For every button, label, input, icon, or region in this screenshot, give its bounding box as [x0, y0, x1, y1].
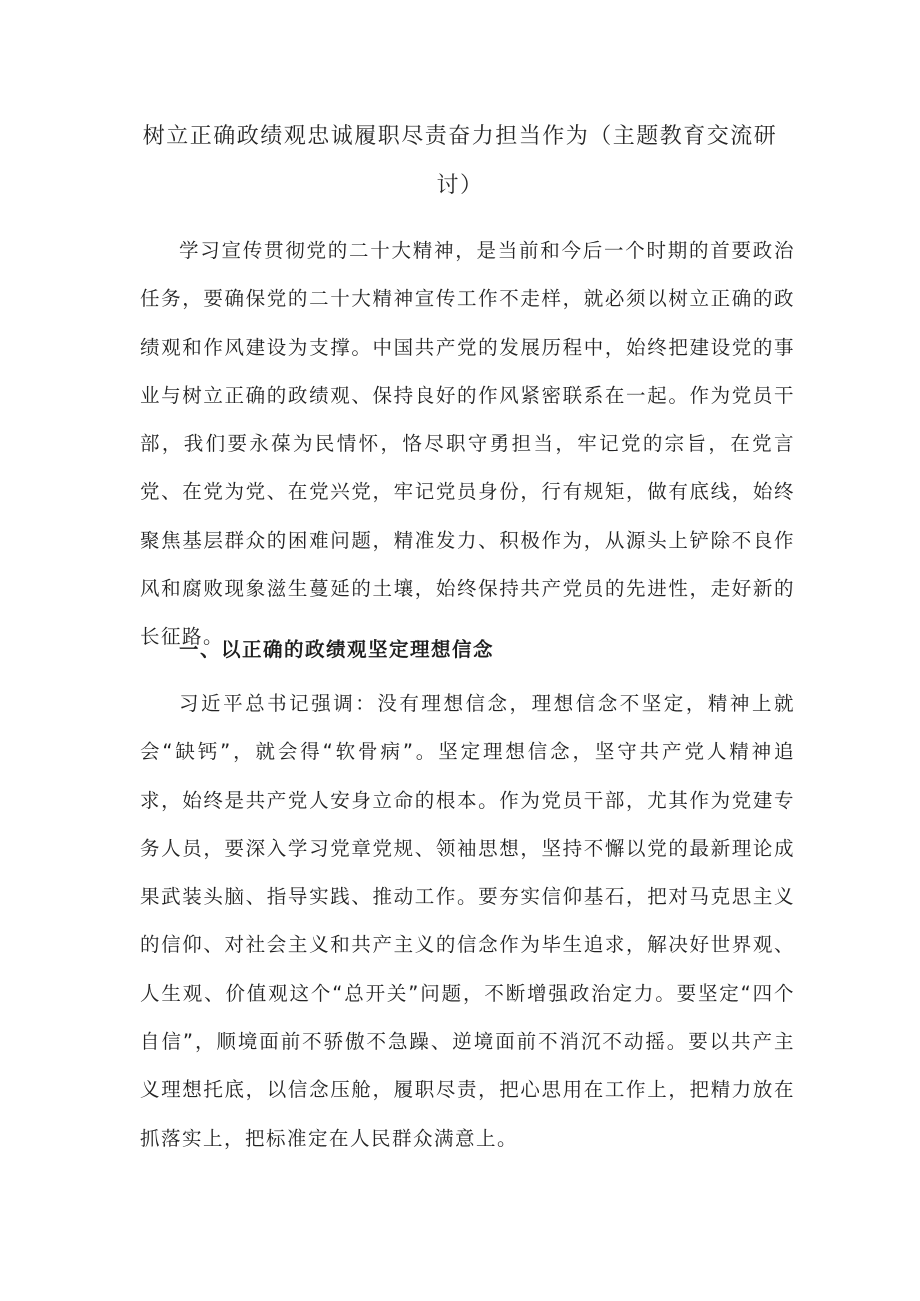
intro-paragraph: 学习宣传贯彻党的二十大精神，是当前和今后一个时期的首要政治任务，要确保党的二十大精神宣传工作不走样，就必须以树立正确的政绩观和作风建设为支撑。中国共产党的发展历程中，始终把建设党的事业与树立正确的政绩观、保持良好的作风紧密联系在一起。作为党员干部，我们要永葆为民情怀，恪尽职守勇担当，牢记党的宗旨，在党言党、在党为党、在党兴党，牢记党员身份，行有规矩，做有底线，始终聚焦基层群众的困难问题，精准发力、积极作为，从源头上铲除不良作风和腐败现象滋生蔓延的土壤，始终保持共产党员的先进性，走好新的长征路。: [140, 239, 795, 649]
section-1-paragraph: 习近平总书记强调：没有理想信念，理想信念不坚定，精神上就会“缺钙”，就会得“软骨病”。坚定理想信念，坚守共产党人精神追求，始终是共产党人安身立命的根本。作为党员干部，尤其作为党建专务人员，要深入学习党章党规、领袖思想，坚持不懈以党的最新理论成果武装头脑、指导实践、推动工作。要夯实信仰基石，把对马克思主义的信仰、对社会主义和共产主义的信念作为毕生追求，解决好世界观、人生观、价值观这个“总开关”问题，不断增强政治定力。要坚定“四个自信”，顺境面前不骄傲不急躁、逆境面前不消沉不动摇。要以共产主义理想托底，以信念压舱，履职尽责，把心思用在工作上，把精力放在抓落实上，把标准定在人民群众满意上。: [140, 692, 795, 1150]
section-1-heading: 一、以正确的政绩观坚定理想信念: [179, 638, 495, 661]
document-title: 树立正确政绩观忠诚履职尽责奋力担当作为（主题教育交流研讨）: [142, 124, 778, 198]
